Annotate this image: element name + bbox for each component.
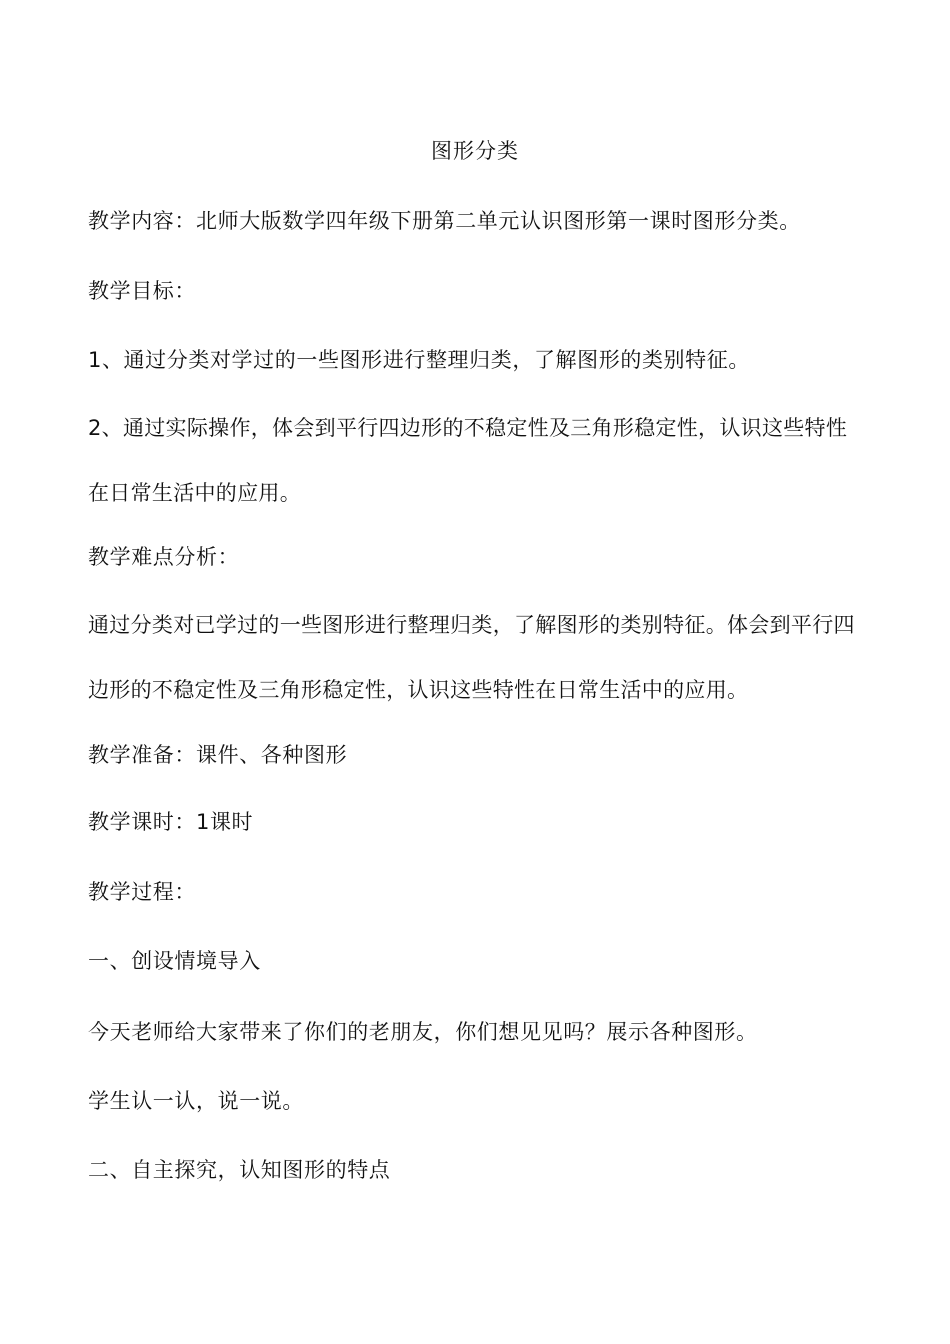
paragraph-teaching-goals-heading: 教学目标： — [88, 279, 196, 303]
paragraph-difficulty-analysis: 通过分类对已学过的一些图形进行整理归类，了解图形的类别特征。体会到平行四边形的不稳定性及三角形稳定性，认识这些特性在日常生活中的应用。 — [88, 613, 855, 702]
paragraph-class-hours: 教学课时：1课时 — [88, 810, 254, 834]
document-title: 图形分类 — [431, 139, 519, 163]
paragraph-difficulty-heading: 教学难点分析： — [88, 545, 240, 569]
paragraph-process-heading: 教学过程： — [88, 880, 196, 904]
paragraph-section-1: 一、创设情境导入 — [88, 949, 261, 973]
paragraph-students-activity: 学生认一认，说一说。 — [88, 1089, 304, 1113]
paragraph-preparation: 教学准备：课件、各种图形 — [88, 743, 348, 767]
paragraph-goal-1: 1、通过分类对学过的一些图形进行整理归类，了解图形的类别特征。 — [88, 348, 750, 372]
paragraph-section-2: 二、自主探究，认知图形的特点 — [88, 1158, 391, 1182]
paragraph-intro-text: 今天老师给大家带来了你们的老朋友，你们想见见吗？展示各种图形。 — [88, 1020, 758, 1044]
paragraph-goal-2: 2、通过实际操作，体会到平行四边形的不稳定性及三角形稳定性，认识这些特性在日常生活中的应用。 — [88, 416, 848, 505]
paragraph-teaching-content: 教学内容：北师大版数学四年级下册第二单元认识图形第一课时图形分类。 — [88, 209, 801, 233]
